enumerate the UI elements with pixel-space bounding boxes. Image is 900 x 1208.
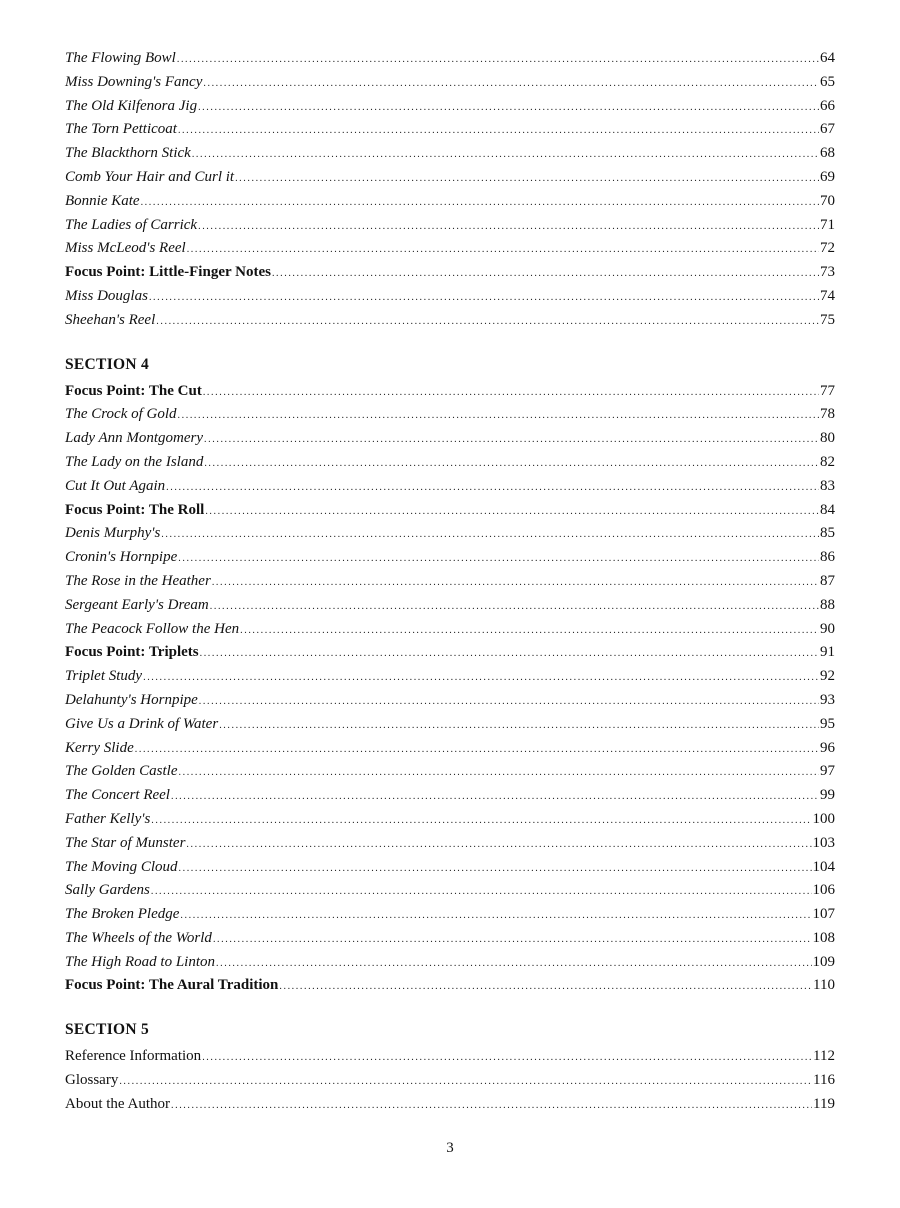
toc-entry-title: Miss Downing's Fancy [65, 73, 203, 90]
toc-entry-title: The Old Kilfenora Jig [65, 97, 198, 114]
toc-entry-page: 83 [820, 477, 835, 494]
toc-entry-title: Cut It Out Again [65, 477, 166, 494]
toc-entry [65, 974, 835, 998]
dot-leader [200, 642, 819, 666]
dot-leader [213, 928, 812, 952]
toc-entry-page: 110 [813, 977, 835, 994]
toc-entry [65, 118, 835, 142]
dot-leader [203, 381, 819, 405]
toc-entry-title: Delahunty's Hornpipe [65, 691, 198, 708]
toc-entry-title: The Moving Cloud [65, 858, 178, 875]
toc-entry-title: Focus Point: The Aural Tradition [65, 977, 279, 994]
dot-leader [178, 119, 819, 143]
toc-entry [65, 665, 835, 689]
toc-entry-page: 80 [820, 430, 835, 447]
section-5-heading: SECTION 5 [65, 1021, 150, 1039]
dot-leader [219, 714, 819, 738]
toc-entry-page: 75 [820, 311, 835, 328]
toc-entry-page: 82 [820, 453, 835, 470]
toc-entry [65, 380, 835, 404]
toc-entry-page: 99 [820, 787, 835, 804]
toc-entry-title: The Torn Petticoat [65, 121, 177, 138]
toc-entry-page: 67 [820, 121, 835, 138]
toc-entry-title: Glossary [65, 1072, 119, 1089]
toc-entry-title: Father Kelly's [65, 810, 151, 827]
toc-entry [65, 427, 835, 451]
toc-entry [65, 832, 835, 856]
toc-entry-page: 71 [820, 216, 835, 233]
toc-continued-entries [65, 47, 835, 333]
toc-entry [65, 95, 835, 119]
dot-leader [199, 690, 819, 714]
toc-section-5-entries [65, 1045, 835, 1116]
toc-entry-page: 109 [812, 953, 835, 970]
toc-entry-title: The Star of Munster [65, 834, 186, 851]
toc-entry [65, 261, 835, 285]
toc-entry-page: 119 [813, 1095, 835, 1112]
toc-entry-page: 95 [820, 715, 835, 732]
toc-entry [65, 71, 835, 95]
toc-entry-page: 107 [812, 906, 835, 923]
toc-entry-title: Bonnie Kate [65, 192, 140, 209]
toc-entry [65, 142, 835, 166]
toc-entry [65, 1093, 835, 1117]
toc-entry-page: 92 [820, 668, 835, 685]
toc-entry-title: Miss Douglas [65, 287, 148, 304]
toc-entry [65, 309, 835, 333]
section-4-heading: SECTION 4 [65, 355, 150, 373]
toc-entry-title: Kerry Slide [65, 739, 134, 756]
dot-leader [151, 880, 812, 904]
toc-entry [65, 166, 835, 190]
dot-leader [149, 286, 819, 310]
toc-entry-page: 87 [820, 572, 835, 589]
toc-entry-page: 93 [820, 691, 835, 708]
toc-entry-title: The Concert Reel [65, 787, 170, 804]
dot-leader [186, 833, 811, 857]
toc-entry-page: 103 [812, 834, 835, 851]
toc-entry [65, 214, 835, 238]
dot-leader [279, 975, 812, 999]
dot-leader [178, 547, 819, 571]
toc-entry-page: 77 [820, 382, 835, 399]
toc-entry [65, 451, 835, 475]
toc-entry-title: The Broken Pledge [65, 906, 180, 923]
toc-entry-title: Lady Ann Montgomery [65, 430, 204, 447]
dot-leader [240, 619, 819, 643]
toc-entry-page: 96 [820, 739, 835, 756]
toc-entry [65, 784, 835, 808]
toc-entry-page: 106 [812, 882, 835, 899]
toc-entry-page: 72 [820, 240, 835, 257]
toc-entry [65, 689, 835, 713]
toc-entry [65, 856, 835, 880]
toc-entry-page: 91 [820, 644, 835, 661]
dot-leader [166, 476, 819, 500]
dot-leader [210, 595, 819, 619]
toc-entry-title: The Ladies of Carrick [65, 216, 198, 233]
toc-entry [65, 760, 835, 784]
toc-entry-page: 65 [820, 73, 835, 90]
toc-entry-title: Cronin's Hornpipe [65, 549, 178, 566]
toc-entry-title: Denis Murphy's [65, 525, 161, 542]
toc-entry-page: 86 [820, 549, 835, 566]
toc-entry-page: 88 [820, 596, 835, 613]
toc-entry-title: The Blackthorn Stick [65, 145, 191, 162]
toc-entry [65, 618, 835, 642]
toc-entry [65, 570, 835, 594]
toc-entry-page: 104 [812, 858, 835, 875]
toc-entry [65, 1045, 835, 1069]
toc-entry-title: Focus Point: Little-Finger Notes [65, 264, 271, 281]
toc-section-4-entries [65, 380, 835, 999]
toc-entry [65, 237, 835, 261]
toc-entry-title: Sally Gardens [65, 882, 150, 899]
toc-entry-title: Miss McLeod's Reel [65, 240, 186, 257]
toc-entry [65, 475, 835, 499]
toc-entry [65, 546, 835, 570]
toc-entry-page: 116 [813, 1072, 835, 1089]
toc-entry-page: 73 [820, 264, 835, 281]
dot-leader [235, 167, 819, 191]
toc-entry [65, 499, 835, 523]
toc-entry-title: Give Us a Drink of Water [65, 715, 219, 732]
toc-entry-page: 68 [820, 145, 835, 162]
dot-leader [204, 452, 819, 476]
toc-entry-title: Comb Your Hair and Curl it [65, 168, 235, 185]
toc-entry-title: Reference Information [65, 1048, 202, 1065]
toc-entry-page: 90 [820, 620, 835, 637]
toc-entry-title: The Peacock Follow the Hen [65, 620, 240, 637]
toc-entry-title: The Rose in the Heather [65, 572, 211, 589]
toc-entry-title: The Flowing Bowl [65, 50, 176, 66]
toc-entry-title: Focus Point: The Roll [65, 501, 205, 518]
toc-entry-page: 66 [820, 97, 835, 114]
toc-entry-page: 78 [820, 406, 835, 423]
toc-entry-page: 74 [820, 287, 835, 304]
toc-entry [65, 522, 835, 546]
dot-leader [141, 191, 819, 215]
toc-entry [65, 403, 835, 427]
toc-entry [65, 47, 835, 71]
dot-leader [192, 143, 819, 167]
toc-entry [65, 879, 835, 903]
dot-leader [187, 238, 819, 262]
toc-entry-page: 84 [820, 501, 835, 518]
toc-entry [65, 190, 835, 214]
toc-entry-page: 69 [820, 168, 835, 185]
toc-entry-title: The Wheels of the World [65, 929, 212, 946]
toc-entry-page: 85 [820, 525, 835, 542]
dot-leader [135, 738, 819, 762]
dot-leader [171, 785, 819, 809]
dot-leader [216, 952, 811, 976]
toc-entry [65, 737, 835, 761]
toc-entry-page: 108 [812, 929, 835, 946]
dot-leader [161, 523, 819, 547]
dot-leader [171, 1094, 812, 1118]
dot-leader [179, 857, 812, 881]
dot-leader [202, 1046, 812, 1070]
toc-entry-page: 64 [820, 50, 835, 66]
dot-leader [205, 500, 819, 524]
toc-entry-title: Focus Point: Triplets [65, 644, 199, 661]
toc-entry-title: Focus Point: The Cut [65, 382, 202, 399]
toc-entry-title: Sheehan's Reel [65, 311, 156, 328]
toc-entry-title: The Lady on the Island [65, 453, 204, 470]
toc-entry-title: The Crock of Gold [65, 406, 177, 423]
toc-entry [65, 1069, 835, 1093]
dot-leader [212, 571, 819, 595]
toc-entry [65, 285, 835, 309]
dot-leader [203, 72, 819, 96]
toc-entry-title: The High Road to Linton [65, 953, 216, 970]
toc-entry-page: 112 [813, 1048, 835, 1065]
toc-entry-page: 70 [820, 192, 835, 209]
dot-leader [143, 666, 819, 690]
toc-entry-title: Sergeant Early's Dream [65, 596, 209, 613]
toc-entry-page: 100 [812, 810, 835, 827]
toc-entry [65, 641, 835, 665]
dot-leader [119, 1070, 812, 1094]
dot-leader [198, 96, 819, 120]
toc-entry [65, 808, 835, 832]
toc-entry-title: Triplet Study [65, 668, 143, 685]
toc-entry [65, 927, 835, 951]
dot-leader [151, 809, 811, 833]
dot-leader [177, 48, 819, 72]
toc-entry-title: The Golden Castle [65, 763, 178, 780]
dot-leader [180, 904, 811, 928]
dot-leader [179, 761, 820, 785]
dot-leader [178, 404, 819, 428]
toc-entry [65, 951, 835, 975]
dot-leader [156, 310, 819, 334]
toc-entry [65, 594, 835, 618]
dot-leader [272, 262, 819, 286]
page-number: 3 [446, 1140, 454, 1156]
toc-entry-page: 97 [820, 763, 835, 780]
toc-entry [65, 903, 835, 927]
toc-entry-title: About the Author [65, 1095, 170, 1112]
dot-leader [198, 215, 819, 239]
table-of-contents [65, 47, 835, 1117]
toc-entry [65, 713, 835, 737]
dot-leader [204, 428, 819, 452]
